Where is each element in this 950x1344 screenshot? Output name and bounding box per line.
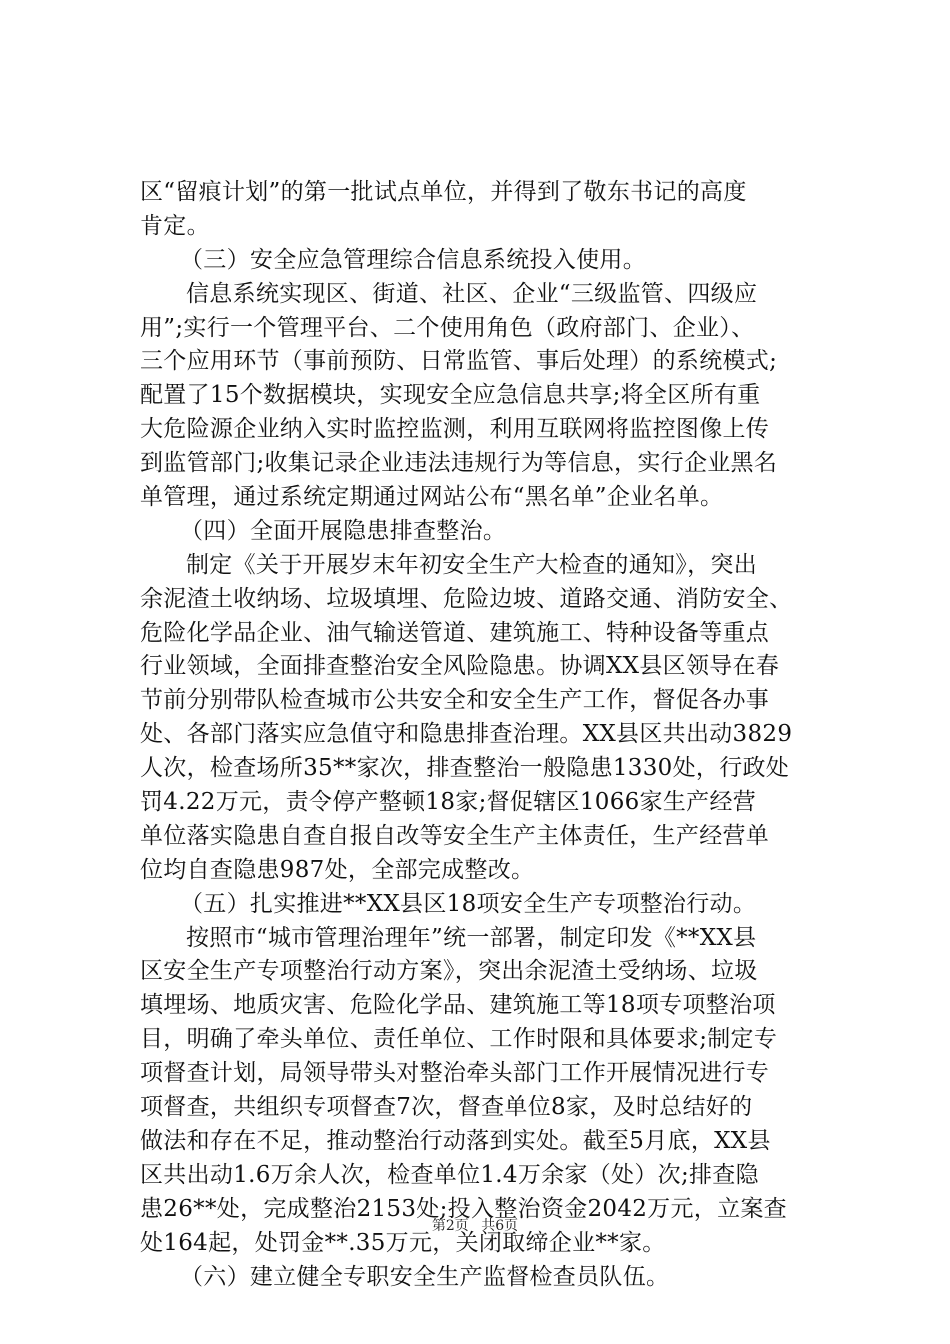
paragraph-line: 区安全生产专项整治行动方案》，突出余泥渣土受纳场、垃圾 xyxy=(140,958,758,985)
paragraph-line: 处、各部门落实应急值守和隐患排查治理。XX县区共出动3829 xyxy=(140,721,793,748)
paragraph-line: 肯定。 xyxy=(140,212,210,239)
paragraph-line: 区共出动1.6万余人次，检查单位1.4万余家（处）次;排查隐 xyxy=(140,1161,759,1188)
paragraph-line: 项督查计划，局领导带头对整治牵头部门工作开展情况进行专 xyxy=(140,1060,770,1087)
paragraph-line: 单管理，通过系统定期通过网站公布“黑名单”企业名单。 xyxy=(140,484,724,511)
paragraph-line: 项督查，共组织专项督查7次，督查单位8家，及时总结好的 xyxy=(140,1094,753,1121)
page-number: 第2页 xyxy=(431,1218,469,1234)
paragraph-line: 填埋场、地质灾害、危险化学品、建筑施工等18项专项整治项 xyxy=(140,992,776,1019)
paragraph-line: 行业领域，全面排查整治安全风险隐患。协调XX县区领导在春 xyxy=(140,653,780,680)
paragraph-line: 位均自查隐患987处，全部完成整改。 xyxy=(140,856,535,883)
page-footer xyxy=(0,1216,950,1236)
paragraph-line: 按照市“城市管理治理年”统一部署，制定印发《**XX县 xyxy=(186,924,757,951)
paragraph-line: 危险化学品企业、油气输送管道、建筑施工、特种设备等重点 xyxy=(140,619,770,646)
paragraph-line: 用”;实行一个管理平台、二个使用角色（政府部门、企业）、 xyxy=(140,314,755,341)
paragraph-line: 三个应用环节（事前预防、日常监管、事后处理）的系统模式; xyxy=(140,348,778,375)
paragraph-line: 余泥渣土收纳场、垃圾填埋、危险边坡、道路交通、消防安全、 xyxy=(140,585,793,612)
document-body xyxy=(140,176,830,1294)
paragraph-line: 大危险源企业纳入实时监控监测，利用互联网将监控图像上传 xyxy=(140,416,770,443)
paragraph-line: 处164起，处罚金**.35万元，关闭取缔企业**家。 xyxy=(140,1229,666,1256)
section-heading: （五）扎实推进**XX县区18项安全生产专项整治行动。 xyxy=(180,890,757,917)
paragraph-line: 信息系统实现区、街道、社区、企业“三级监管、四级应 xyxy=(186,280,758,307)
section-heading: （三）安全应急管理综合信息系统投入使用。 xyxy=(180,246,646,273)
section-heading: （六）建立健全专职安全生产监督检查员队伍。 xyxy=(180,1263,670,1290)
paragraph-line: 患26**处，完成整治2153处;投入整治资金2042万元，立案查 xyxy=(140,1195,787,1222)
paragraph-line: 配置了15个数据模块，实现安全应急信息共享;将全区所有重 xyxy=(140,382,761,409)
paragraph-line: 目，明确了牵头单位、责任单位、工作时限和具体要求;制定专 xyxy=(140,1026,778,1053)
paragraph-line: 节前分别带队检查城市公共安全和安全生产工作，督促各办事 xyxy=(140,687,770,714)
paragraph-line: 区“留痕计划”的第一批试点单位，并得到了敬东书记的高度 xyxy=(140,179,747,205)
paragraph-line: 人次，检查场所35**家次，排查整治一般隐患1330处，行政处 xyxy=(140,755,790,782)
paragraph-line: 罚4.22万元，责令停产整顿18家;督促辖区1066家生产经营 xyxy=(140,789,757,816)
paragraph-line: 制定《关于开展岁末年初安全生产大检查的通知》，突出 xyxy=(186,551,757,578)
paragraph-line: 到监管部门;收集记录企业违法违规行为等信息，实行企业黑名 xyxy=(140,450,778,477)
paragraph-line: 做法和存在不足，推动整治行动落到实处。截至5月底，XX县 xyxy=(140,1127,771,1154)
page-total: 共6页 xyxy=(481,1218,519,1234)
section-heading: （四）全面开展隐患排查整治。 xyxy=(180,517,507,544)
paragraph-line: 单位落实隐患自查自报自改等安全生产主体责任，生产经营单 xyxy=(140,822,770,849)
